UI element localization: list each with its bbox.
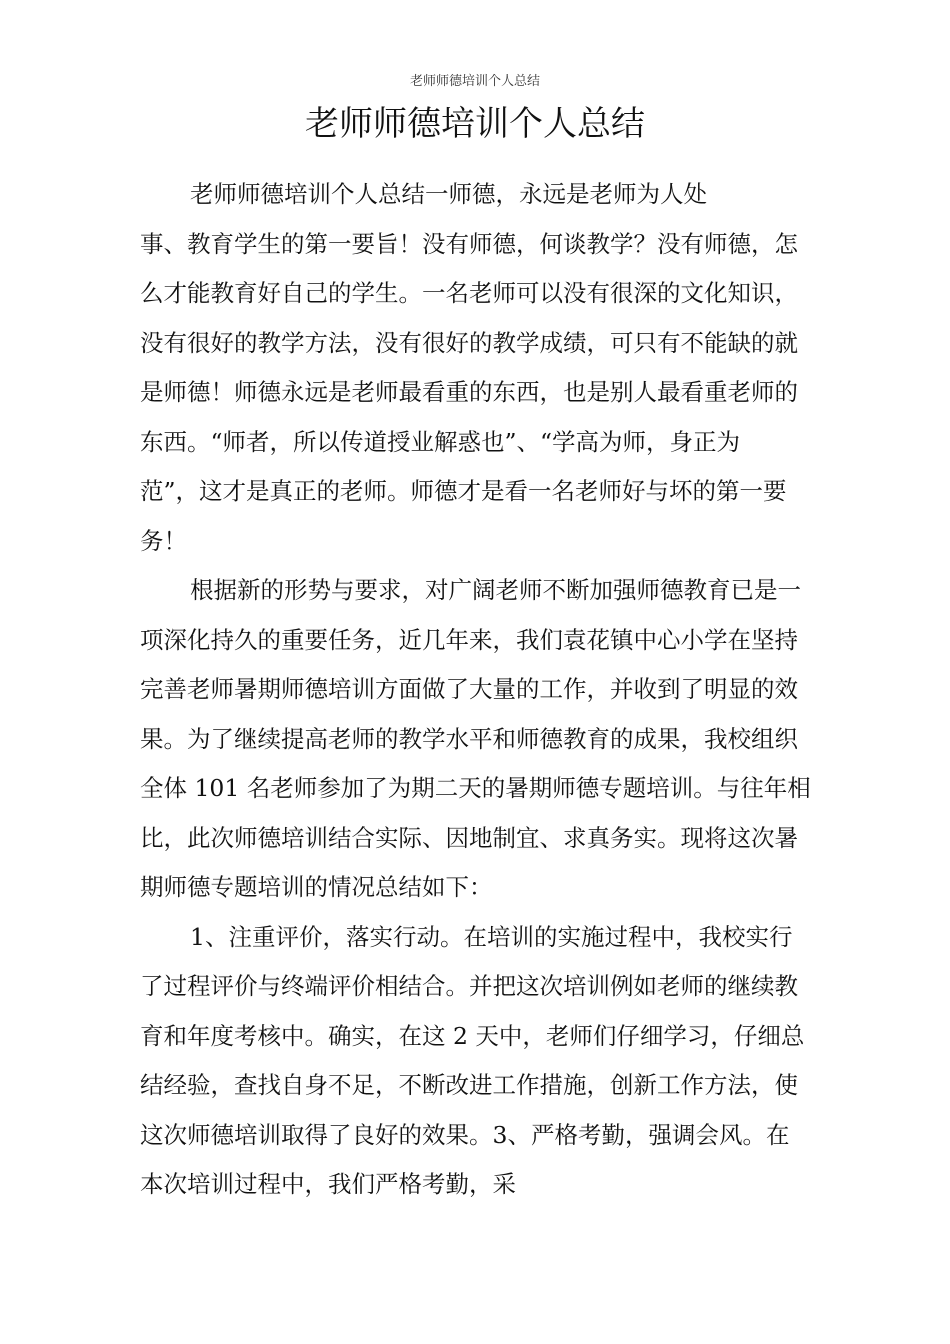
paragraph-2-line: 根据新的形势与要求，对广阔老师不断加强师德教育已是一: [190, 576, 801, 604]
paragraph-2-line: 完善老师暑期师德培训方面做了大量的工作，并收到了明显的效: [140, 675, 798, 703]
paragraph-1-line: 老师师德培训个人总结一师德，永远是老师为人处: [190, 180, 707, 208]
paragraph-1-line: 没有很好的教学方法，没有很好的教学成绩，可只有不能缺的就: [140, 328, 798, 357]
paragraph-3-line: 这次师德培训取得了良好的效果。3、严格考勤，强调会风。在: [140, 1120, 790, 1149]
paragraph-2-line: 果。为了继续提高老师的教学水平和师德教育的成果，我校组织: [140, 724, 798, 753]
paragraph-2-line: 项深化持久的重要任务，近几年来，我们袁花镇中心小学在坚持: [140, 625, 798, 654]
paragraph-2-line: 比，此次师德培训结合实际、因地制宜、求真务实。现将这次暑: [140, 823, 798, 852]
document-title: 老师师德培训个人总结: [305, 104, 645, 144]
paragraph-1-line: 事、教育学生的第一要旨！没有师德，何谈教学？没有师德，怎: [140, 229, 798, 258]
paragraph-3-line: 育和年度考核中。确实，在这 2 天中，老师们仔细学习，仔细总: [140, 1021, 805, 1050]
paragraph-3-line: 本次培训过程中，我们严格考勤，采: [140, 1170, 516, 1198]
running-header: 老师师德培训个人总结: [409, 74, 540, 89]
paragraph-1-line: 务！: [140, 526, 187, 555]
paragraph-2-line: 期师德专题培训的情况总结如下：: [140, 873, 493, 901]
paragraph-3-line: 结经验，查找自身不足，不断改进工作措施，创新工作方法，使: [140, 1071, 798, 1099]
paragraph-2-line: 全体 101 名老师参加了为期二天的暑期师德专题培训。与往年相: [140, 774, 811, 802]
paragraph-1-line: 是师德！师德永远是老师最看重的东西，也是别人最看重老师的: [140, 378, 798, 406]
paragraph-1-line: 么才能教育好自己的学生。一名老师可以没有很深的文化知识，: [140, 279, 798, 307]
paragraph-3-line: 了过程评价与终端评价相结合。并把这次培训例如老师的继续教: [140, 972, 798, 1000]
paragraph-1-line: 范”，这才是真正的老师。师德才是看一名老师好与坏的第一要: [140, 477, 787, 505]
paragraph-3-line: 1、注重评价，落实行动。在培训的实施过程中，我校实行: [190, 922, 793, 951]
document-body: [140, 170, 830, 1210]
paragraph-1-line: 东西。“师者，所以传道授业解惑也”、“学高为师，身正为: [140, 427, 741, 456]
